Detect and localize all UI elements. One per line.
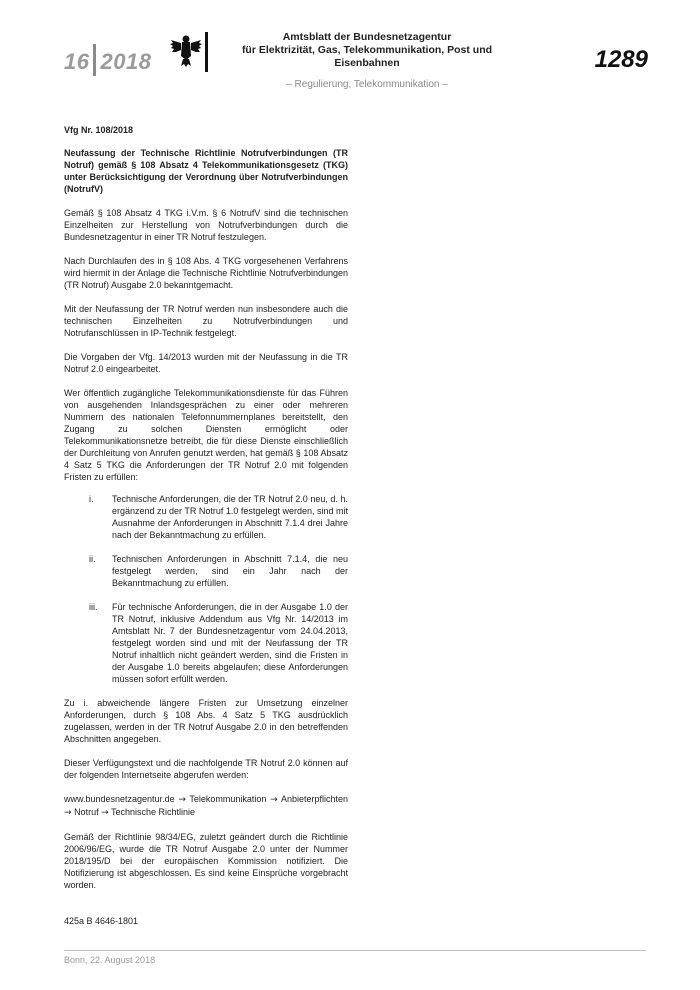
arrow-right-icon: →: [178, 795, 186, 805]
paragraph: Gemäß § 108 Absatz 4 TKG i.V.m. § 6 NotrufV sind die technischen Einzelheiten zur Herstellung von Notrufverbindungen durch die Bundesnetzagentur in einer TR Notruf festzulegen.: [64, 208, 348, 242]
paragraph: Die Vorgaben der Vfg. 14/2013 wurden mit der Neufassung in die TR Notruf 2.0 eingearbeitet.: [64, 352, 348, 374]
article-column: [64, 124, 348, 939]
arrow-right-icon: →: [64, 808, 72, 818]
arrow-right-icon: →: [101, 808, 109, 818]
vfg-number: Vfg Nr. 108/2018: [64, 125, 134, 135]
footer-rule: [64, 950, 646, 951]
publication-title: Amtsblatt der Bundesnetzagentur: [282, 31, 452, 43]
reference-number: 425a B 4646-1801: [64, 916, 139, 926]
website-link[interactable]: www.bundesnetzagentur.de: [64, 794, 175, 804]
paragraph: Dieser Verfügungstext und die nachfolgende TR Notruf 2.0 können auf der folgenden Internetseite abgerufen werden:: [64, 758, 348, 780]
list-item: ii. Technischen Anforderungen in Abschnitt 7.1.4, die neu festgelegt werden, sind ein Jahr nach der Bekanntmachung zu erfüllen.: [89, 554, 348, 588]
deadline-list: [64, 493, 348, 685]
page-number: 1289: [594, 46, 648, 73]
footer-place-date: Bonn, 22. August 2018: [64, 955, 156, 965]
section-label: – Regulierung, Telekommunikation –: [286, 79, 448, 90]
article-title: Neufassung der Technische Richtlinie Notrufverbindungen (TR Notruf) gemäß § 108 Absatz 4 Telekommunikationsgesetz (TKG) unter Berücksichtigung der Verordnung über Notrufverbindungen (NotrufV): [64, 148, 348, 194]
publication-header: [212, 31, 522, 91]
federal-eagle-icon: [170, 32, 202, 68]
list-item: i. Technische Anforderungen, die der TR Notruf 2.0 neu, d. h. ergänzend zu der TR Notruf 1.0 festgelegt werden, sind mit Ausnahme der Anforderungen in Abschnitt 7.1.4 drei Jahre nach der Bekanntmachung zu erfüllen.: [89, 494, 348, 540]
paragraph: Wer öffentlich zugängliche Telekommunikationsdienste für das Führen von ausgehenden Inlandsgesprächen zu einer oder mehreren Nummern des nationalen Telefonnummernplanes bereitstellt, den Zugang zu solchen Diensten ermöglicht oder Telekommunikationsnetze betreibt, die für diese Dienste einschließlich der Durchleitung von Anrufen genutzt werden, hat gemäß § 108 Absatz 4 Satz 5 TKG die Anforderungen der TR Notruf 2.0 mit folgenden Fristen zu erfüllen:: [64, 388, 348, 482]
issue-number: 16 2018: [64, 44, 151, 76]
paragraph: Mit der Neufassung der TR Notruf werden nun insbesondere auch die technischen Einzelheiten zu Notrufverbindungen und Notrufanschlüssen in IP-Technik festgelegt.: [64, 304, 348, 338]
header-rule: [205, 32, 208, 72]
list-item: iii. Für technische Anforderungen, die in der Ausgabe 1.0 der TR Notruf, inklusive Addendum aus Vfg Nr. 14/2013 im Amtsblatt Nr. 7 der Bundesnetzagentur vom 24.04.2013, festgelegt worden sind und mit der Neufassung der TR Notruf inhaltlich nicht geändert werden, sind die Fristen in der Ausgabe 1.0 bereits abgelaufen; diese Anforderungen müssen sofort erfüllt werden.: [89, 602, 348, 684]
arrow-right-icon: →: [270, 795, 278, 805]
issue-divider: [93, 44, 96, 76]
paragraph: Nach Durchlaufen des in § 108 Abs. 4 TKG vorgesehenen Verfahrens wird hiermit in der Anlage die Technische Richtlinie Notrufverbindungen (TR Notruf) Ausgabe 2.0 bekanntgemacht.: [64, 256, 348, 290]
publication-subtitle: für Elektrizität, Gas, Telekommunikation, Post und Eisenbahnen: [241, 44, 493, 69]
paragraph: Zu i. abweichende längere Fristen zur Umsetzung einzelner Anforderungen, durch § 108 Abs. 4 Satz 5 TKG ausdrücklich zugelassen, werden in der TR Notruf Ausgabe 2.0 in den betreffenden Abschnitten angegeben.: [64, 698, 348, 744]
link-path: www.bundesnetzagentur.de → Telekommunikation → Anbieterpflichten → Notruf → Technische Richtlinie: [64, 794, 348, 818]
paragraph: Gemäß der Richtlinie 98/34/EG, zuletzt geändert durch die Richtlinie 2006/96/EG, wurde die TR Notruf Ausgabe 2.0 unter der Nummer 2018/195/D bei der europäischen Kommission notifiziert. Die Notifizierung ist abgeschlossen. Es sind keine Einsprüche vorgebracht worden.: [64, 832, 348, 890]
